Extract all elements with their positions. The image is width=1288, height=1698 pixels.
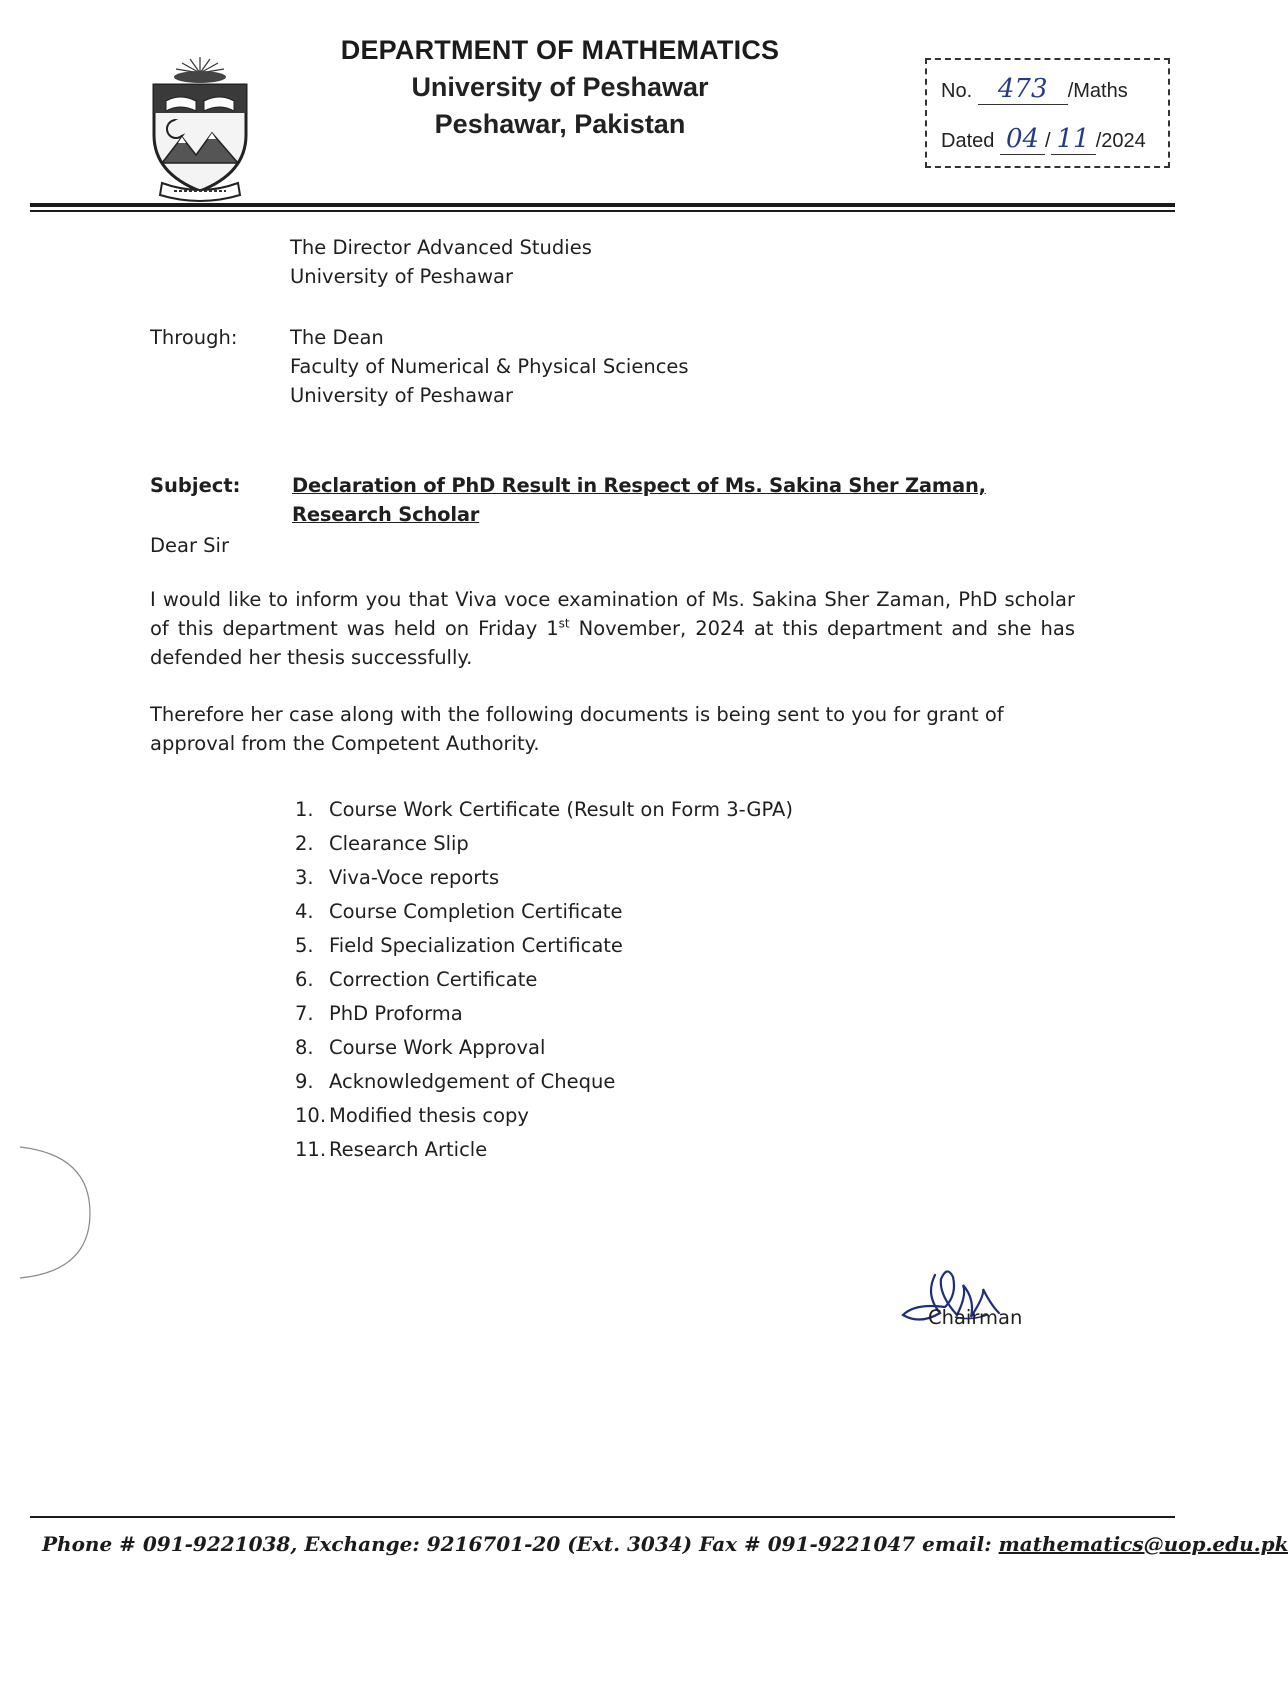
list-item: 10. Modified thesis copy <box>295 1104 529 1127</box>
reference-date: Dated 04 / 11 /2024 <box>941 124 1146 154</box>
addressee-block: The Director Advanced Studies University of Peshawar <box>290 236 592 288</box>
signature-icon <box>895 1255 1055 1345</box>
reference-number-value: 473 <box>978 74 1068 105</box>
scan-mark-icon <box>20 1145 100 1280</box>
department-name: DEPARTMENT OF MATHEMATICS <box>340 35 780 65</box>
subject-label: Subject: <box>150 474 241 497</box>
date-day: 04 <box>1000 124 1045 155</box>
body-paragraph-2: Therefore her case along with the following documents is being sent to you for grant of approval from the Competent Authority. <box>150 703 1004 755</box>
body-paragraph-1: I would like to inform you that Viva voce examination of Ms. Sakina Sher Zaman, PhD scholar of this department was held on Friday 1st November, 2024 at this department and she has defended her thesis successfully. <box>150 588 1075 669</box>
university-location: Peshawar, Pakistan <box>434 109 686 139</box>
list-item: 5. Field Specialization Certificate <box>295 934 623 957</box>
signatory-title: Chairman <box>928 1306 1023 1329</box>
list-item: 6. Correction Certificate <box>295 968 538 991</box>
list-item: 1. Course Work Certificate (Result on Form 3-GPA) <box>295 798 793 821</box>
email-link[interactable]: mathematics@uop.edu.pk <box>998 1532 1288 1556</box>
list-item: 8. Course Work Approval <box>295 1036 546 1059</box>
documents-list <box>295 793 793 1167</box>
list-item: 11. Research Article <box>295 1138 488 1161</box>
letterhead <box>290 35 830 146</box>
university-crest-icon <box>140 55 260 205</box>
footer-divider <box>30 1516 1175 1518</box>
list-item: 3. Viva-Voce reports <box>295 866 500 889</box>
header-divider <box>30 203 1175 207</box>
list-item: 4. Course Completion Certificate <box>295 900 623 923</box>
through-block: The Dean Faculty of Numerical & Physical Sciences University of Peshawar <box>290 326 689 407</box>
footer-contact: Phone # 091-9221038, Exchange: 9216701-20 (Ext. 3034) Fax # 091-9221047 email: mathematics@uop.edu.pk <box>42 1532 1288 1556</box>
salutation: Dear Sir <box>150 534 229 557</box>
list-item: 7. PhD Proforma <box>295 1002 463 1025</box>
date-month: 11 <box>1051 124 1096 155</box>
university-name: University of Peshawar <box>411 72 709 102</box>
list-item: 2. Clearance Slip <box>295 832 469 855</box>
reference-number: No. 473 /Maths <box>941 74 1128 104</box>
list-item: 9. Acknowledgement of Cheque <box>295 1070 616 1093</box>
header-divider-thin <box>30 210 1175 212</box>
subject-text: Declaration of PhD Result in Respect of Ms. Sakina Sher Zaman, Research Scholar <box>292 474 986 526</box>
through-label: Through: <box>150 326 238 349</box>
reference-box <box>925 58 1170 168</box>
